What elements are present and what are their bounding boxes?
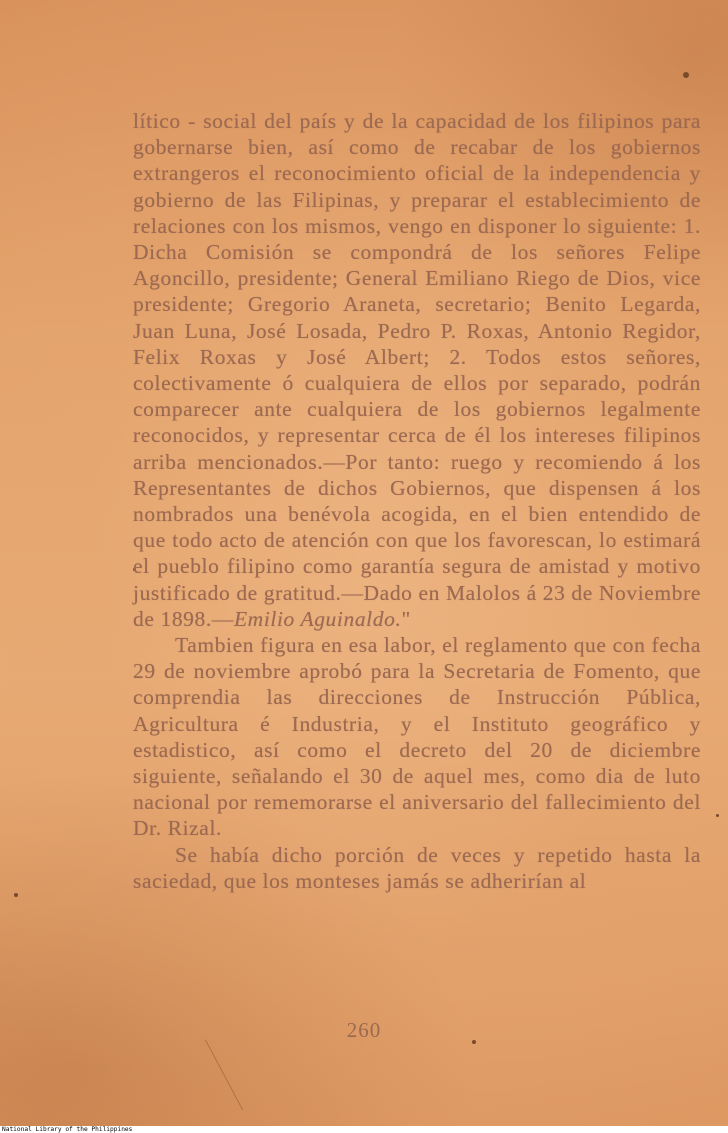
ink-speck	[14, 893, 18, 897]
paper-crease	[205, 1040, 323, 1110]
paragraph-decree-text: lítico - social del país y de la capacidad de los filipinos para gobernarse bien, así como de recabar de los gobiernos extrangeros el reconocimiento oficial de la independencia y gobierno de las Filipinas, y preparar el establecimiento de relaciones con los mismos, vengo en disponer lo siguiente: 1. Dicha Comisión se compondrá de los señores Felipe Agoncillo, presidente; General Emiliano Riego de Dios, vice presidente; Gregorio Araneta, secretario; Benito Legarda, Juan Luna, José Losada, Pedro P. Roxas, Antonio Regidor, Felix Roxas y José Albert; 2. Todos estos señores, colectivamente ó cualquiera de ellos por separado, podrán comparecer ante cualquiera de los gobiernos legalmente reconocidos, y representar cerca de él los intereses filipinos arriba mencionados.—Por tanto: ruego y recomiendo á los Representantes de dichos Gobiernos, que dispensen á los nombrados una benévola acogida, en el bien entendido de que todo acto de atención con que los favorescan, lo estimará el pueblo filipino como garantía segura de amistad y motivo justificado de gratitud.—Dado en Malolos á 23 de Noviembre de 1898.—	[133, 109, 701, 631]
ink-speck	[716, 814, 719, 817]
closing-quote: "	[401, 606, 411, 631]
ink-speck	[683, 72, 689, 78]
footer-credit: National Library of the Philippines	[2, 1126, 133, 1133]
body-text	[133, 108, 701, 894]
paragraph-fomento: Tambien figura en esa labor, el reglamento que con fecha 29 de noviembre aprobó para la Secretaria de Fomento, que comprendia las direcciones de Instrucción Pública, Agricultura é Industria, y el Instituto geográfico y estadistico, así como el decreto del 20 de diciembre siguiente, señalando el 30 de aquel mes, como dia de luto nacional por rememorarse el aniversario del fallecimiento del Dr. Rizal.	[133, 633, 701, 841]
paragraph-decree	[133, 108, 701, 632]
paragraph-monteses: Se había dicho porción de veces y repetido hasta la saciedad, que los monteses jamás se adherirían al	[133, 842, 701, 893]
page-number: 260	[346, 1018, 382, 1042]
signature-name: Emilio Aguinaldo.	[233, 606, 402, 631]
